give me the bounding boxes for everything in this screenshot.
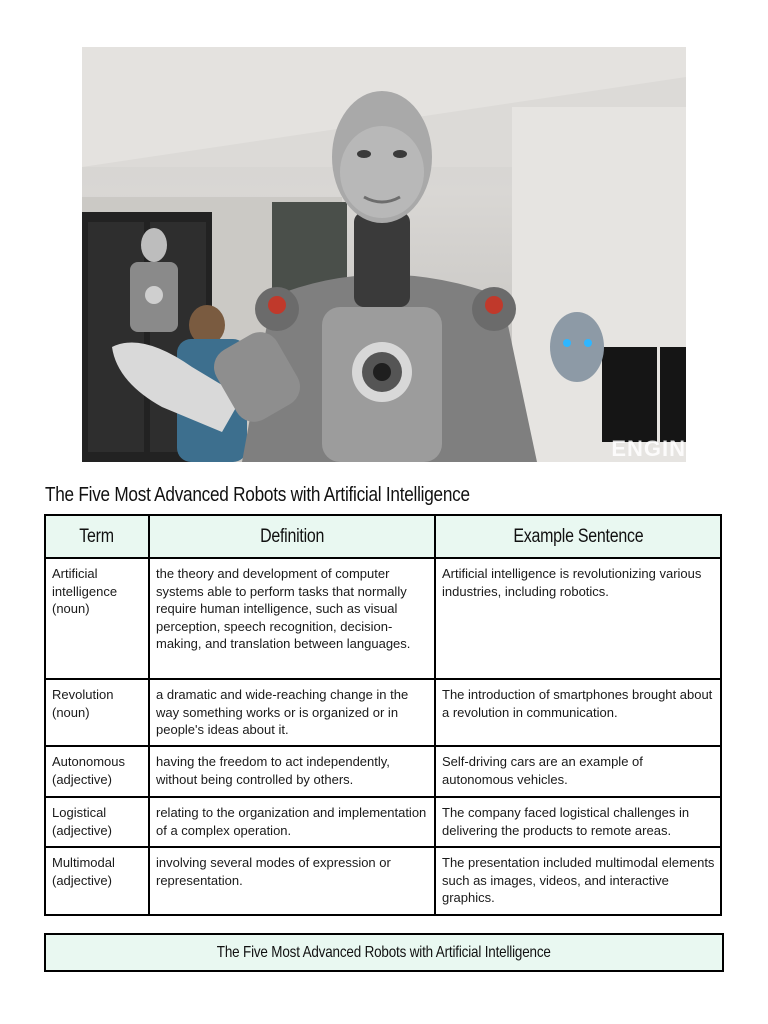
header-definition: Definition (149, 515, 435, 558)
term-cell: Multimodal (adjective) (45, 847, 149, 915)
definition-cell: relating to the organization and implementation of a complex operation. (149, 797, 435, 847)
example-cell: Self-driving cars are an example of autonomous vehicles. (435, 746, 721, 797)
term-cell: Artificial intelligence (noun) (45, 558, 149, 679)
example-cell: The introduction of smartphones brought about a revolution in communication. (435, 679, 721, 746)
definition-cell: having the freedom to act independently, without being controlled by others. (149, 746, 435, 797)
table-header-row (45, 515, 721, 558)
definition-cell: the theory and development of computer systems able to perform tasks that normally require human intelligence, such as visual perception, speech recognition, decision-making, and translation between languages. (149, 558, 435, 679)
term-cell: Revolution (noun) (45, 679, 149, 746)
footer-title: The Five Most Advanced Robots with Artificial Intelligence (217, 943, 551, 961)
table-row (45, 679, 721, 746)
definition-cell: involving several modes of expression or representation. (149, 847, 435, 915)
example-cell: Artificial intelligence is revolutionizing various industries, including robotics. (435, 558, 721, 679)
vocabulary-table (44, 514, 722, 916)
definition-cell: a dramatic and wide-reaching change in the way something works or is organized or in people's ideas about it. (149, 679, 435, 746)
table-row (45, 847, 721, 915)
table-row (45, 746, 721, 797)
robot-photo (82, 47, 686, 462)
example-cell: The presentation included multimodal elements such as images, videos, and interactive graphics. (435, 847, 721, 915)
header-term: Term (45, 515, 149, 558)
table-row (45, 558, 721, 679)
page-title: The Five Most Advanced Robots with Artificial Intelligence (45, 484, 470, 506)
term-cell: Autonomous (adjective) (45, 746, 149, 797)
header-example: Example Sentence (435, 515, 721, 558)
photo-watermark: ENGIN (611, 436, 686, 461)
table-row (45, 797, 721, 847)
robot-illustration (82, 47, 686, 462)
term-cell: Logistical (adjective) (45, 797, 149, 847)
example-cell: The company faced logistical challenges in delivering the products to remote areas. (435, 797, 721, 847)
footer-title-box (44, 933, 724, 972)
